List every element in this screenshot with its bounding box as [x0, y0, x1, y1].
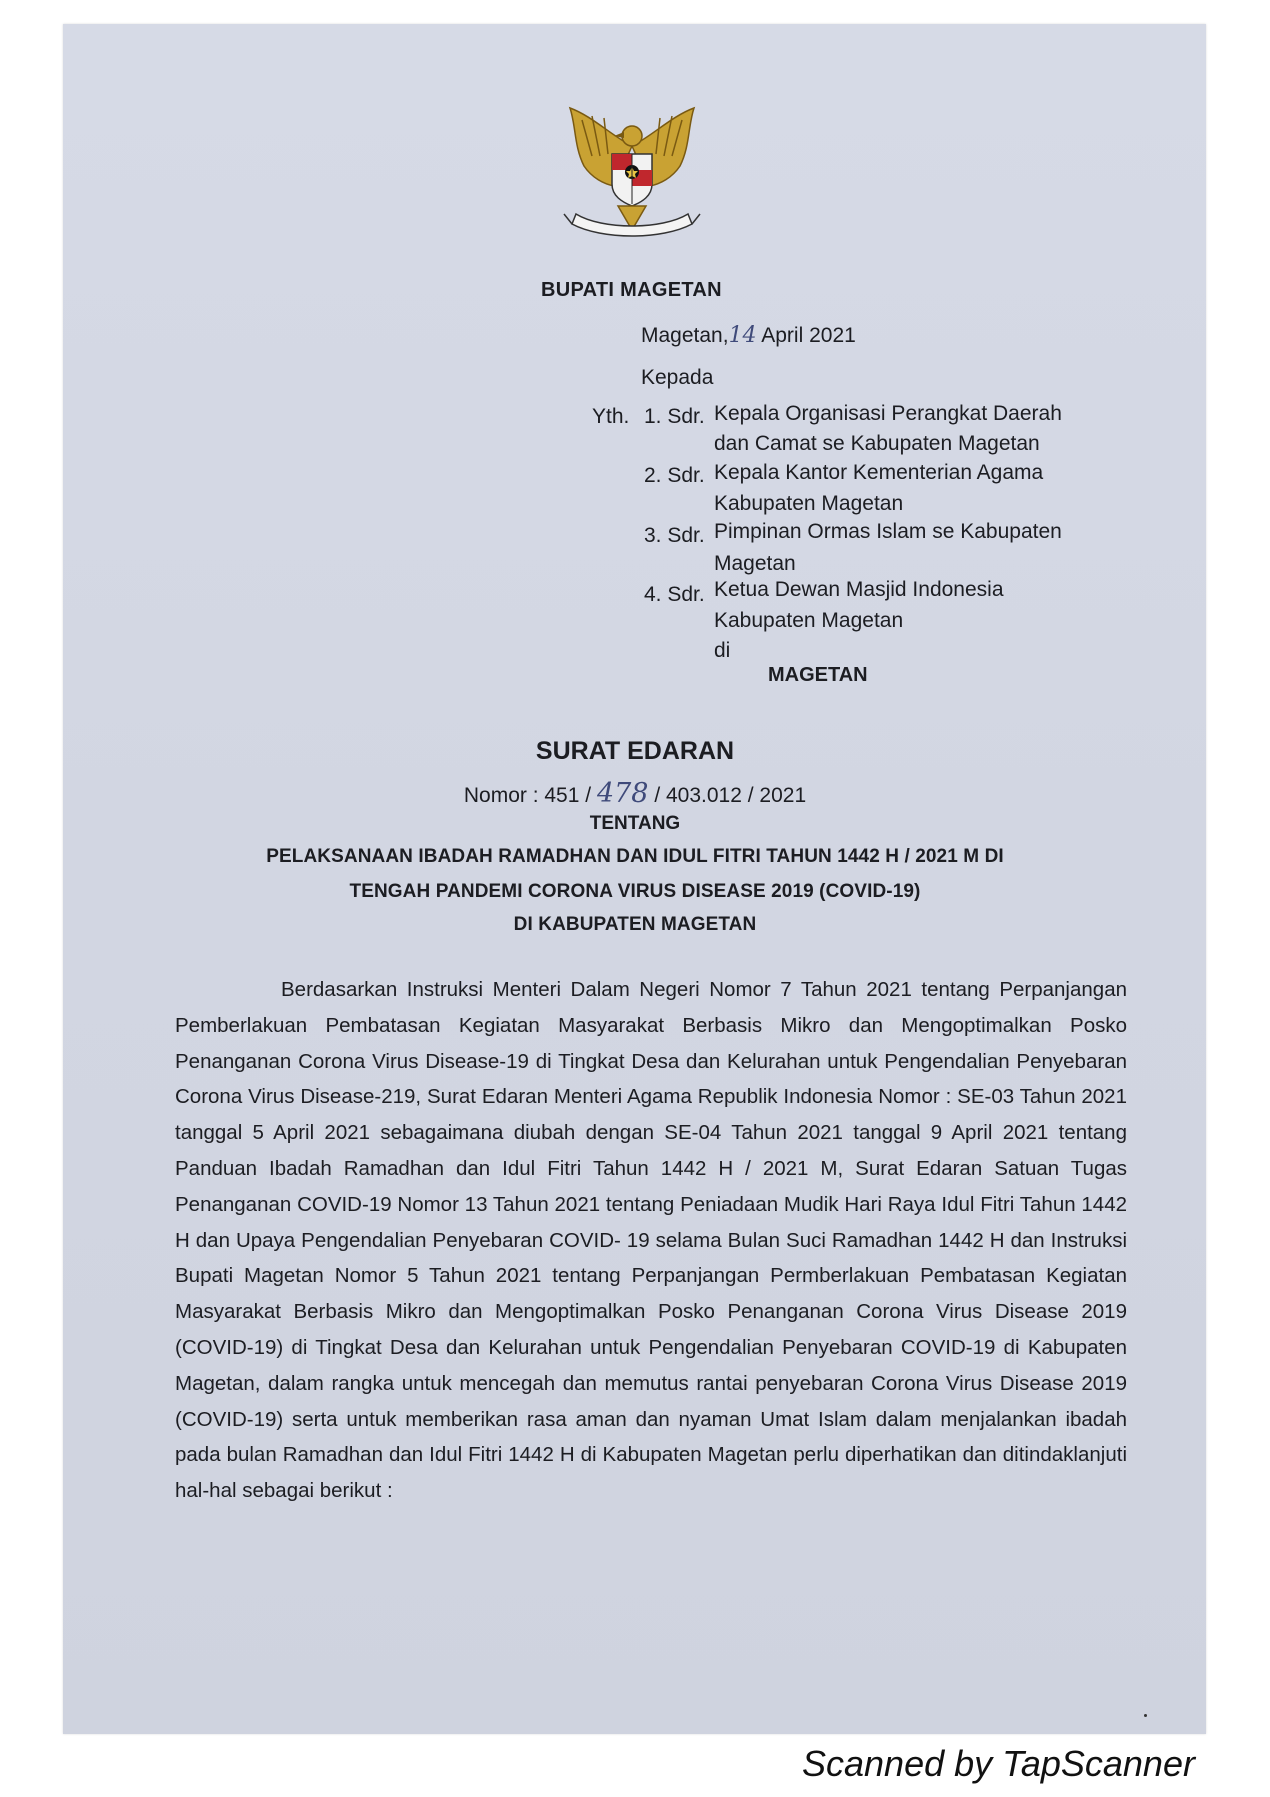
di-label: di: [714, 639, 731, 662]
letter-body: [175, 972, 1127, 1509]
scanner-watermark: Scanned by TapScanner: [802, 1743, 1195, 1784]
scan-speck: [1144, 1714, 1147, 1717]
tentang-label: TENTANG: [589, 813, 681, 834]
subject-line-3: DI KABUPATEN MAGETAN: [513, 914, 757, 935]
recipient-2-line2: Kabupaten Magetan: [714, 492, 904, 515]
recipient-3-line1: Pimpinan Ormas Islam se Kabupaten: [714, 520, 1062, 543]
destination-city: MAGETAN: [768, 664, 868, 686]
letter-title: SURAT EDARAN: [535, 737, 735, 765]
kepada-label: Kepada: [641, 366, 714, 389]
recipient-3-line2: Magetan: [714, 552, 796, 575]
date-rest: April 2021: [761, 324, 856, 347]
nomor-prefix: Nomor : 451 /: [463, 784, 592, 807]
date-prefix: Magetan,: [641, 324, 729, 347]
recipient-prefix-3: 3. Sdr.: [644, 524, 705, 547]
recipient-1-line2: dan Camat se Kabupaten Magetan: [714, 432, 1040, 455]
recipient-2-line1: Kepala Kantor Kementerian Agama: [714, 461, 1044, 484]
date-day-handwritten: 14: [728, 323, 757, 348]
recipient-4-line1: Ketua Dewan Masjid Indonesia: [714, 578, 1004, 601]
recipient-prefix-1: 1. Sdr.: [644, 405, 705, 428]
recipient-prefix-2: 2. Sdr.: [644, 464, 705, 487]
letter-number: [0, 778, 1270, 809]
body-paragraph: Berdasarkan Instruksi Menteri Dalam Negeri Nomor 7 Tahun 2021 tentang Perpanjangan Pemberlakuan Pembatasan Kegiatan Masyarakat Berbasis Mikro dan Mengoptimalkan Posko Penanganan Corona Virus Disease-19 di Tingkat Desa dan Kelurahan untuk Pengendalian Penyebaran Corona Virus Disease-219, Surat Edaran Menteri Agama Republik Indonesia Nomor : SE-03 Tahun 2021 tanggal 5 April 2021 sebagaimana diubah dengan SE-04 Tahun 2021 tanggal 9 April 2021 tentang Panduan Ibadah Ramadhan dan Idul Fitri Tahun 1442 H / 2021 M, Surat Edaran Satuan Tugas Penanganan COVID-19 Nomor 13 Tahun 2021 tentang Peniadaan Mudik Hari Raya Idul Fitri Tahun 1442 H dan Upaya Pengendalian Penyebaran COVID- 19 selama Bulan Suci Ramadhan 1442 H dan Instruksi Bupati Magetan Nomor 5 Tahun 2021 tentang Perpanjangan Permberlakuan Pembatasan Kegiatan Masyarakat Berbasis Mikro dan Mengoptimalkan Posko Penanganan Corona Virus Disease 2019 (COVID-19) di Tingkat Desa dan Kelurahan untuk Pengendalian Penyebaran COVID-19 di Kabupaten Magetan, dalam rangka untuk mencegah dan memutus rantai penyebaran Corona Virus Disease 2019 (COVID-19) serta untuk memberikan rasa aman dan nyaman Umat Islam dalam menjalankan ibadah pada bulan Ramadhan dan Idul Fitri 1442 H di Kabupaten Magetan perlu diperhatikan dan ditindaklanjuti hal-hal sebagai berikut :: [175, 978, 1127, 1503]
subject-line-2: TENGAH PANDEMI CORONA VIRUS DISEASE 2019 (COVID-19): [349, 881, 921, 902]
issuer-title: BUPATI MAGETAN: [541, 279, 722, 301]
recipient-1-line1: Kepala Organisasi Perangkat Daerah: [714, 402, 1062, 425]
yth-label: Yth.: [592, 405, 630, 428]
recipient-4-line2: Kabupaten Magetan: [714, 609, 904, 632]
letter-date: [641, 323, 856, 348]
subject-line-1: PELAKSANAAN IBADAH RAMADHAN DAN IDUL FITRI TAHUN 1442 H / 2021 M DI: [266, 846, 1004, 867]
recipient-prefix-4: 4. Sdr.: [644, 583, 705, 606]
nomor-suffix: / 403.012 / 2021: [654, 784, 807, 807]
garuda-pancasila-icon: [562, 106, 702, 242]
nomor-handwritten: 478: [596, 778, 649, 809]
